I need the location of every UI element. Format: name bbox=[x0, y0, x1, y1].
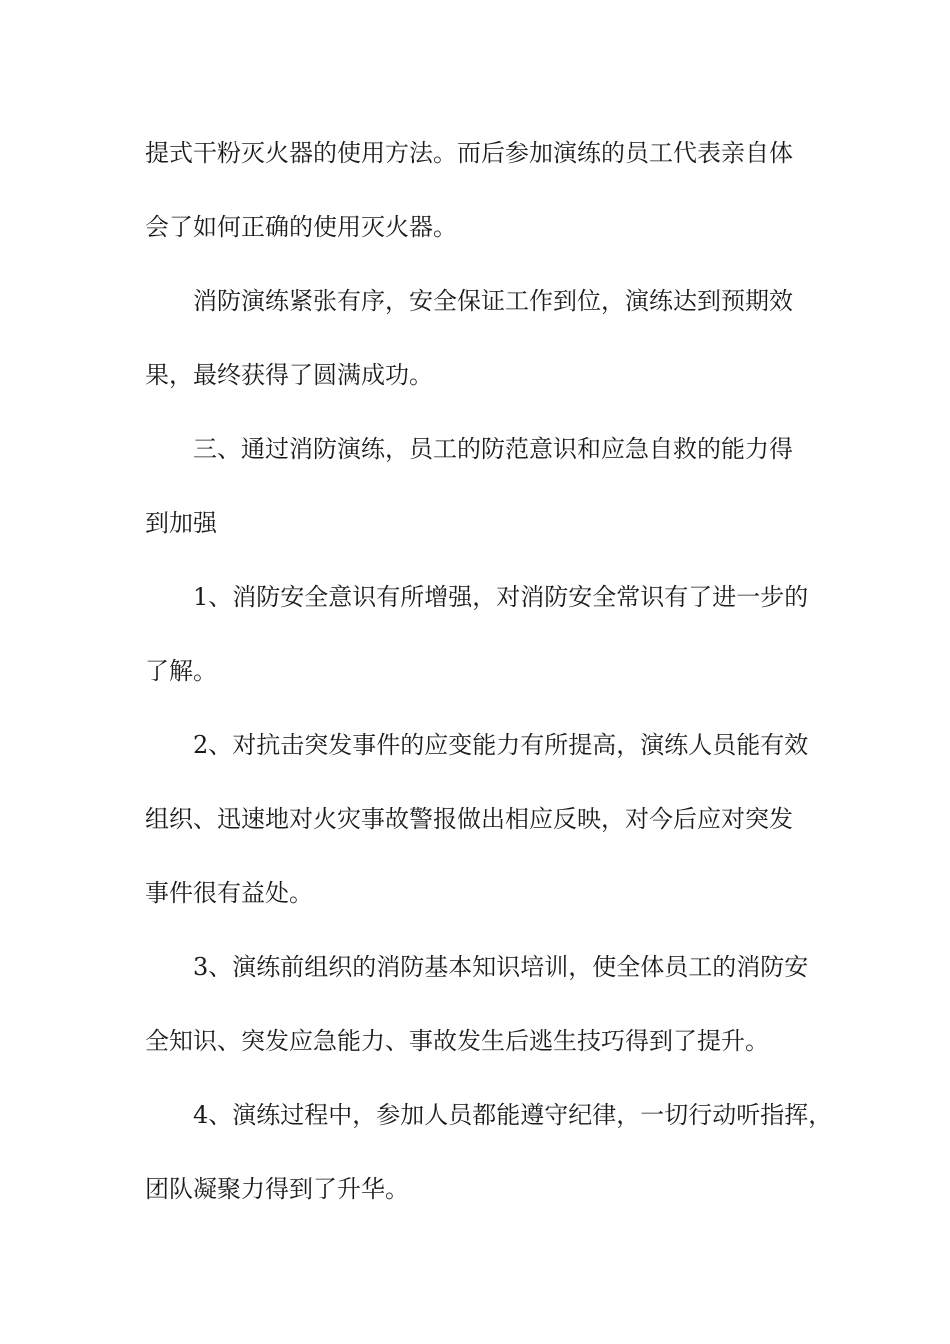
paragraph-line: 果，最终获得了圆满成功。 bbox=[145, 361, 433, 389]
list-item: 全知识、突发应急能力、事故发生后逃生技巧得到了提升。 bbox=[145, 1027, 769, 1055]
paragraph-line: 会了如何正确的使用灭火器。 bbox=[145, 213, 457, 241]
list-item: 了解。 bbox=[145, 657, 217, 685]
list-item: 3、演练前组织的消防基本知识培训，使全体员工的消防安 bbox=[193, 953, 809, 981]
list-item: 2、对抗击突发事件的应变能力有所提高，演练人员能有效 bbox=[193, 731, 809, 759]
paragraph-line: 提式干粉灭火器的使用方法。而后参加演练的员工代表亲自体 bbox=[145, 139, 793, 167]
list-item: 团队凝聚力得到了升华。 bbox=[145, 1175, 409, 1203]
list-item: 1、消防安全意识有所增强，对消防安全常识有了进一步的 bbox=[193, 583, 809, 611]
list-item: 组织、迅速地对火灾事故警报做出相应反映，对今后应对突发 bbox=[145, 805, 793, 833]
section-heading: 到加强 bbox=[145, 509, 217, 537]
list-item: 事件很有益处。 bbox=[145, 879, 313, 907]
paragraph-line: 消防演练紧张有序，安全保证工作到位，演练达到预期效 bbox=[193, 287, 793, 315]
list-item: 4、演练过程中，参加人员都能遵守纪律，一切行动听指挥， bbox=[193, 1101, 833, 1129]
section-heading: 三、通过消防演练，员工的防范意识和应急自救的能力得 bbox=[193, 435, 793, 463]
